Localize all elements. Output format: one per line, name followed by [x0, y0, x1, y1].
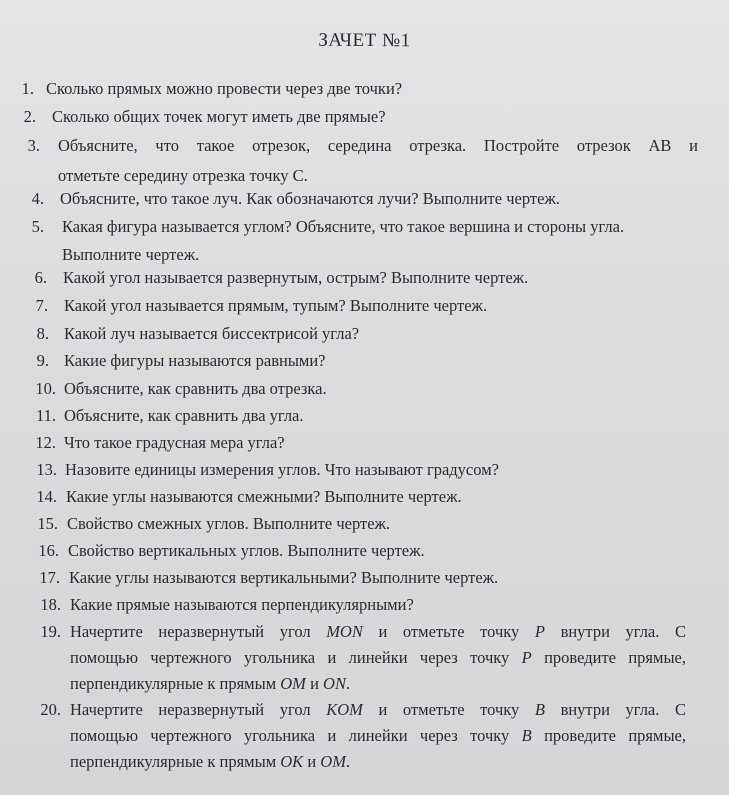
question-text-line: Назовите единицы измерения углов. Что называют градусом?: [65, 460, 499, 479]
question-text-line: Свойство смежных углов. Выполните чертеж.: [67, 514, 391, 533]
question-text-line: Какие прямые называются перпендикулярными?: [70, 595, 414, 614]
question-number: 8.: [36, 324, 49, 343]
question-text-line: помощью чертежного угольника и линейки через точку B проведите прямые,: [70, 726, 686, 745]
question-number: 4.: [31, 189, 44, 208]
question-text-line: Объясните, что такое отрезок, середина отрезка. Постройте отрезок АВ и: [58, 136, 698, 155]
question-text-line: Какие фигуры называются равными?: [64, 351, 326, 370]
question-text-line: Сколько прямых можно провести через две точки?: [46, 79, 403, 98]
question-number: 14.: [36, 487, 57, 506]
question-number: 16.: [38, 541, 59, 560]
question-number: 15.: [37, 514, 58, 533]
question-text-line: Выполните чертеж.: [62, 245, 200, 264]
question-number: 19.: [40, 622, 61, 641]
question-number: 17.: [39, 568, 60, 587]
question-text-line: отметьте середину отрезка точку С.: [58, 166, 308, 185]
question-number: 12.: [35, 433, 56, 452]
question-number: 18.: [40, 595, 61, 614]
question-number: 1.: [21, 79, 34, 98]
question-text-line: Начертите неразвернутый угол KOM и отметьте точку B внутри угла. С: [70, 700, 686, 719]
question-number: 20.: [40, 700, 61, 719]
question-text-line: Какие углы называются смежными? Выполните чертеж.: [66, 487, 462, 506]
question-number: 10.: [35, 379, 56, 398]
question-text-line: Какой луч называется биссектрисой угла?: [64, 324, 360, 343]
question-text-line: Сколько общих точек могут иметь две прямые?: [52, 107, 386, 126]
question-text-line: перпендикулярные к прямым OK и OM.: [70, 752, 351, 771]
question-number: 6.: [34, 268, 47, 287]
page-title: ЗАЧЕТ №1: [318, 29, 411, 52]
question-text-line: Объясните, что такое луч. Как обозначаются лучи? Выполните чертеж.: [60, 189, 560, 208]
question-text-line: перпендикулярные к прямым OM и ON.: [70, 674, 351, 693]
question-text-line: Какая фигура называется углом? Объясните, что такое вершина и стороны угла.: [62, 217, 625, 236]
question-text-line: Какой угол называется развернутым, острым? Выполните чертеж.: [63, 268, 529, 287]
question-number: 7.: [35, 296, 48, 315]
question-number: 11.: [35, 406, 56, 425]
question-number: 5.: [31, 217, 44, 236]
question-number: 13.: [36, 460, 57, 479]
question-text-line: Какой угол называется прямым, тупым? Выполните чертеж.: [64, 296, 488, 315]
question-text-line: Начертите неразвернутый угол MON и отметьте точку P внутри угла. С: [70, 622, 686, 641]
question-text-line: Что такое градусная мера угла?: [64, 433, 285, 452]
question-number: 3.: [27, 136, 40, 155]
question-text-line: Объясните, как сравнить два угла.: [64, 406, 304, 425]
question-number: 9.: [36, 351, 49, 370]
question-number: 2.: [23, 107, 36, 126]
question-text-line: помощью чертежного угольника и линейки через точку P проведите прямые,: [70, 648, 686, 667]
question-text-line: Какие углы называются вертикальными? Выполните чертеж.: [69, 568, 499, 587]
question-text-line: Объясните, как сравнить два отрезка.: [64, 379, 327, 398]
question-text-line: Свойство вертикальных углов. Выполните чертеж.: [68, 541, 425, 560]
